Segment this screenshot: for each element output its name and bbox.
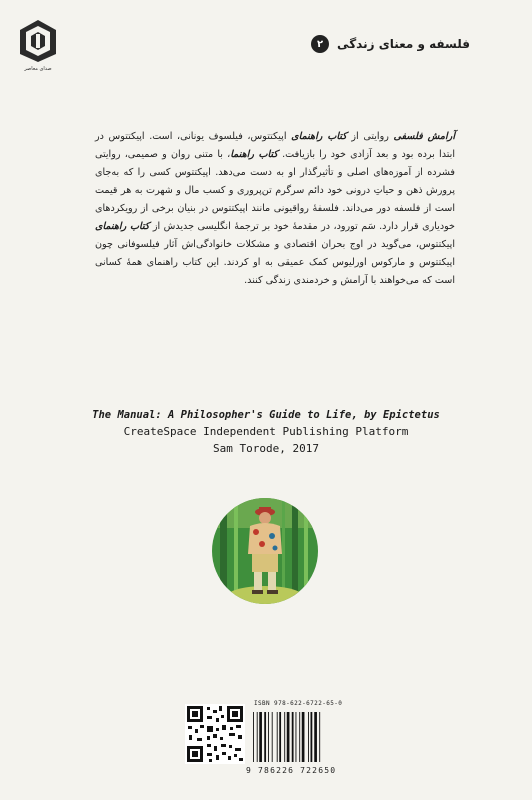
barcode-bar: [277, 712, 278, 762]
barcode-bar: [314, 712, 317, 762]
isbn-label: ISBN 978-622-6722-65-0: [254, 700, 343, 707]
barcode-bar: [299, 712, 300, 762]
blurb-text: اپیکتتوس، می‌گوید در اوج بحران اقتصادی و مشکلات خانوادگی‌اش آثار فیلسوفانی چون اپیکتتوس و مارکوس اورلیوس کمک عمیقی به او کردند. این کتاب راهنمای همهٔ کسانی است که می‌خواهند با آرامش و خردمندی زندگی کنند.: [95, 239, 455, 286]
series-number-badge: ۲: [311, 35, 329, 53]
blurb-text: ، با متنی روان و صمیمی، روایتی فشرده از آموزه‌های اصلی و تأثیرگذار او به دست می‌دهد. اپیکتتوس کسی را که به‌جای پرورش ذهن و حیاتِ درونی خود دائم سرگرم تن‌پروری و کسب مال و شهرت به هر قیمت است از فلسفه دور می‌داند. فلسفهٔ رواقیونی مانند اپیکتتوس در بنیان برخی از رویکردهای خودیاری قرار دارد. سَم تورود، در مقدمهٔ خود بر ترجمهٔ انگلیسی جدیدش از: [95, 149, 455, 232]
original-publisher: CreateSpace Independent Publishing Platform: [123, 425, 409, 438]
blurb-text: روایتی از: [346, 131, 394, 142]
blurb-original-title: کتاب راهنمای: [95, 221, 150, 232]
qr-code: [185, 704, 245, 764]
walking-man-illustration: [212, 498, 318, 604]
barcode-bar: [311, 712, 313, 762]
barcode-bar: [279, 712, 281, 762]
blurb-book-title: آرامش فلسفی: [393, 131, 455, 142]
publisher-logo-icon: [18, 18, 58, 64]
isbn-digits: 9 786226 722650: [246, 766, 337, 775]
original-author-year: Sam Torode, 2017: [213, 442, 319, 455]
blurb-text: اپیکتتوس، فیلسوف یونانی، است. اپیکتتوس در ابتدا برده بود و بعد آزادی خود را بازیافت.: [95, 131, 455, 160]
barcode-bar: [296, 712, 297, 762]
barcode-bar: [257, 712, 258, 762]
barcode-bar: [253, 712, 254, 762]
barcode-bar: [264, 712, 266, 762]
isbn-barcode: [252, 712, 352, 762]
barcode-bar: [308, 712, 309, 762]
barcode-bar: [287, 712, 290, 762]
barcode-bar: [272, 712, 273, 762]
original-edition-info: [0, 407, 532, 457]
blurb-original-title: کتاب راهنمای: [291, 131, 347, 142]
barcode-bar: [292, 712, 294, 762]
barcode-bar: [319, 712, 320, 762]
barcode-bar: [268, 712, 269, 762]
barcode-bar: [259, 712, 262, 762]
back-cover-blurb: [95, 128, 455, 290]
barcode-bar: [284, 712, 285, 762]
blurb-original-title: کتاب راهنما: [230, 149, 278, 160]
publisher-logo: [14, 18, 62, 82]
series-header: [130, 22, 470, 66]
barcode-bar: [302, 712, 305, 762]
original-title: The Manual: A Philosopher's Guide to Life, by Epictetus: [92, 409, 440, 421]
cover-illustration: [212, 498, 318, 604]
publisher-name: صدای معاصر: [24, 66, 52, 72]
series-title: فلسفه و معنای زندگی: [337, 37, 470, 51]
